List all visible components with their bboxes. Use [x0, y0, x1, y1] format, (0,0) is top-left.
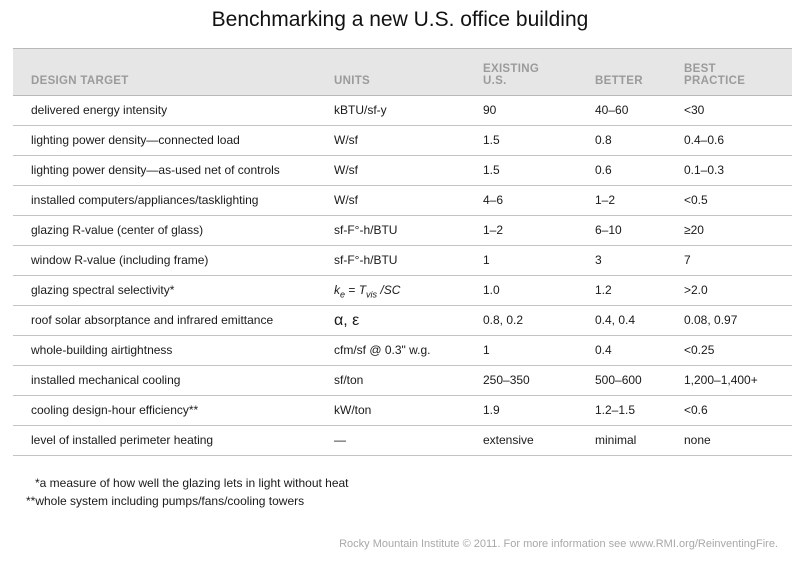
cell-existing: 4–6	[483, 193, 504, 207]
cell-existing: 90	[483, 103, 497, 117]
footnote-single-asterisk: *a measure of how well the glazing lets in light without heat	[35, 476, 349, 490]
cell-better: 0.4	[595, 343, 612, 357]
cell-existing: 1.0	[483, 283, 500, 297]
table-row	[13, 306, 792, 336]
cell-better: 1.2–1.5	[595, 403, 636, 417]
cell-best-practice: >2.0	[684, 283, 708, 297]
cell-units: sf-F°-h/BTU	[334, 223, 398, 237]
cell-design-target: lighting power density—connected load	[31, 133, 240, 147]
table-row	[13, 126, 792, 156]
cell-design-target: roof solar absorptance and infrared emittance	[31, 313, 274, 327]
cell-best-practice: <0.25	[684, 343, 715, 357]
table-row	[13, 396, 792, 426]
cell-units: α, ε	[334, 312, 360, 329]
cell-design-target: installed computers/appliances/tasklighting	[31, 193, 259, 207]
benchmark-table	[13, 48, 792, 456]
source-credit: Rocky Mountain Institute © 2011. For more information see www.RMI.org/ReinventingFire.	[339, 538, 778, 550]
cell-better: 1.2	[595, 283, 612, 297]
cell-design-target: lighting power density—as-used net of controls	[31, 163, 280, 177]
cell-units: W/sf	[334, 163, 358, 177]
table-row	[13, 216, 792, 246]
cell-design-target: cooling design-hour efficiency**	[31, 403, 199, 417]
cell-units: sf/ton	[334, 373, 364, 387]
table-row	[13, 336, 792, 366]
cell-units: W/sf	[334, 193, 358, 207]
cell-best-practice: <0.5	[684, 193, 708, 207]
cell-better: 40–60	[595, 103, 629, 117]
header-best-practice: BEST PRACTICE	[684, 63, 746, 87]
cell-units: kBTU/sf-y	[334, 103, 387, 117]
cell-best-practice: <0.6	[684, 403, 708, 417]
cell-units: W/sf	[334, 133, 358, 147]
cell-better: minimal	[595, 433, 637, 447]
table-row	[13, 96, 792, 126]
cell-design-target: whole-building airtightness	[31, 343, 173, 357]
cell-units: sf-F°-h/BTU	[334, 253, 398, 267]
table-row	[13, 156, 792, 186]
cell-design-target: installed mechanical cooling	[31, 373, 181, 387]
table-row	[13, 366, 792, 396]
cell-better: 0.4, 0.4	[595, 313, 636, 327]
cell-better: 3	[595, 253, 602, 267]
cell-design-target: glazing R-value (center of glass)	[31, 223, 204, 237]
cell-best-practice: <30	[684, 103, 705, 117]
cell-existing: 1	[483, 343, 490, 357]
cell-best-practice: ≥20	[684, 223, 704, 237]
cell-best-practice: none	[684, 433, 711, 447]
footnotes	[27, 474, 349, 510]
cell-existing: 1.9	[483, 403, 500, 417]
cell-better: 1–2	[595, 193, 616, 207]
cell-units-formula: $k_e = T_{vis}$ /SC	[334, 283, 401, 300]
header-existing-us: EXISTING U.S.	[483, 63, 540, 87]
cell-existing: 1–2	[483, 223, 504, 237]
cell-existing: 250–350	[483, 373, 530, 387]
table-row	[13, 246, 792, 276]
cell-units: cfm/sf @ 0.3" w.g.	[334, 343, 431, 357]
cell-design-target: glazing spectral selectivity*	[31, 283, 175, 297]
cell-best-practice: 7	[684, 253, 691, 267]
cell-existing: 1.5	[483, 163, 500, 177]
cell-better: 0.6	[595, 163, 612, 177]
cell-best-practice: 0.4–0.6	[684, 133, 725, 147]
cell-best-practice: 1,200–1,400+	[684, 373, 758, 387]
cell-better: 6–10	[595, 223, 622, 237]
cell-existing: 0.8, 0.2	[483, 313, 524, 327]
footnote-double-asterisk: **whole system including pumps/fans/cooling towers	[26, 494, 305, 508]
page-title: Benchmarking a new U.S. office building	[211, 8, 589, 31]
table-header	[13, 49, 792, 96]
header-design-target: DESIGN TARGET	[31, 75, 129, 87]
cell-units: —	[334, 433, 346, 447]
table-row	[13, 276, 792, 306]
cell-existing: 1	[483, 253, 490, 267]
cell-design-target: delivered energy intensity	[31, 103, 168, 117]
cell-design-target: window R-value (including frame)	[31, 253, 209, 267]
header-units: UNITS	[334, 75, 370, 87]
cell-best-practice: 0.08, 0.97	[684, 313, 738, 327]
cell-design-target: level of installed perimeter heating	[31, 433, 214, 447]
cell-better: 500–600	[595, 373, 642, 387]
cell-better: 0.8	[595, 133, 612, 147]
table-row	[13, 186, 792, 216]
header-better: BETTER	[595, 75, 643, 87]
table-row	[13, 426, 792, 456]
cell-units: kW/ton	[334, 403, 372, 417]
cell-best-practice: 0.1–0.3	[684, 163, 725, 177]
cell-existing: 1.5	[483, 133, 500, 147]
cell-existing: extensive	[483, 433, 534, 447]
